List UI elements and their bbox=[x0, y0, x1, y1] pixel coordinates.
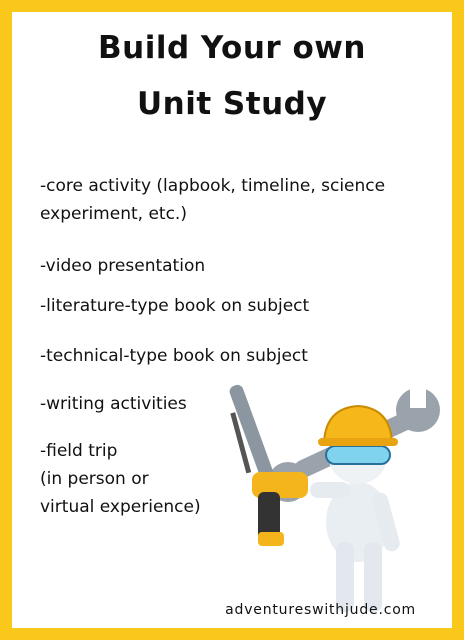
list-item-technical bbox=[40, 342, 440, 370]
list-item-video bbox=[40, 252, 440, 280]
list-item-line: -field trip bbox=[40, 441, 118, 461]
drill-icon bbox=[230, 412, 308, 546]
footer-url: adventureswithjude.com bbox=[225, 602, 416, 618]
list-item-line: -literature-type book on subject bbox=[40, 296, 310, 316]
list-item-line: -video presentation bbox=[40, 256, 206, 276]
list-item-line: -core activity (lapbook, timeline, science bbox=[40, 176, 386, 196]
poster-card bbox=[12, 12, 452, 628]
list-item-line: (in person or bbox=[40, 469, 149, 489]
list-item-line: experiment, etc.) bbox=[40, 204, 187, 224]
construction-worker-icon bbox=[218, 372, 448, 618]
list-item-line: -technical-type book on subject bbox=[40, 346, 308, 366]
list-item-line: -writing activities bbox=[40, 394, 187, 414]
list-item-line: virtual experience) bbox=[40, 497, 201, 517]
list-item-core-activity bbox=[40, 172, 440, 228]
list-item-literature bbox=[40, 292, 440, 320]
title-line-1: Build Your own bbox=[98, 30, 366, 66]
title-line-2: Unit Study bbox=[136, 86, 328, 122]
figure-body bbox=[310, 406, 401, 612]
